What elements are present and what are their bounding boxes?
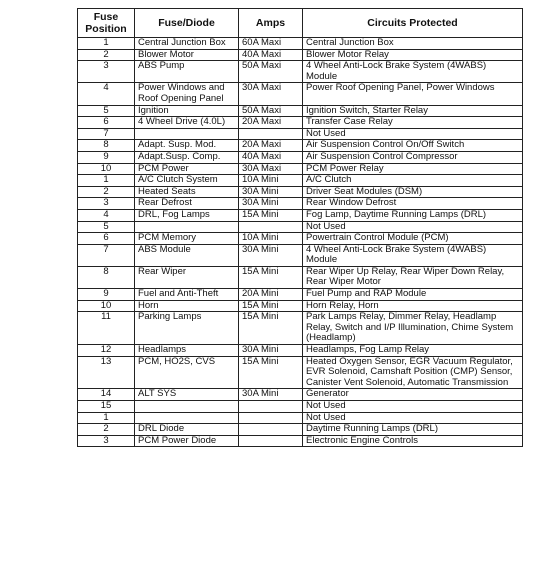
amps-cell: 30A Mini	[239, 198, 303, 210]
circuits-protected-cell: Daytime Running Lamps (DRL)	[303, 424, 523, 436]
fuse-diode-cell: 4 Wheel Drive (4.0L)	[135, 117, 239, 129]
fuse-diode-cell: DRL Diode	[135, 424, 239, 436]
table-row	[78, 38, 523, 50]
amps-cell: 30A Maxi	[239, 83, 303, 105]
fuse-diode-cell: Fuel and Anti-Theft	[135, 289, 239, 301]
table-row	[78, 412, 523, 424]
table-row	[78, 345, 523, 357]
fuse-diode-cell: Horn	[135, 300, 239, 312]
amps-cell: 30A Mini	[239, 244, 303, 266]
fuse-diode-cell	[135, 401, 239, 413]
amps-cell: 50A Maxi	[239, 105, 303, 117]
table-row	[78, 244, 523, 266]
circuits-protected-cell: Not Used	[303, 401, 523, 413]
table-row	[78, 389, 523, 401]
fuse-position-cell: 2	[78, 186, 135, 198]
circuits-protected-cell: Not Used	[303, 412, 523, 424]
circuits-protected-cell: Headlamps, Fog Lamp Relay	[303, 345, 523, 357]
fuse-position-cell: 8	[78, 266, 135, 288]
circuits-protected-cell: Powertrain Control Module (PCM)	[303, 233, 523, 245]
fuse-position-cell: 1	[78, 38, 135, 50]
fuse-diode-cell: Adapt. Susp. Mod.	[135, 140, 239, 152]
circuits-protected-cell: Generator	[303, 389, 523, 401]
table-row	[78, 209, 523, 221]
circuits-protected-cell: Rear Window Defrost	[303, 198, 523, 210]
fuse-position-cell: 2	[78, 424, 135, 436]
circuits-protected-cell: Air Suspension Control Compressor	[303, 151, 523, 163]
fuse-diode-cell: Blower Motor	[135, 49, 239, 61]
fuse-table-body	[78, 38, 523, 447]
fuse-position-cell: 10	[78, 163, 135, 175]
amps-cell: 30A Mini	[239, 186, 303, 198]
header-row	[78, 9, 523, 38]
table-row	[78, 289, 523, 301]
circuits-protected-cell: Park Lamps Relay, Dimmer Relay, Headlamp Relay, Switch and I/P Illumination, Chime System (Headlamp)	[303, 312, 523, 345]
header-fuse-position: Fuse Position	[78, 9, 135, 38]
table-row	[78, 83, 523, 105]
fuse-position-cell: 15	[78, 401, 135, 413]
fuse-diode-cell: DRL, Fog Lamps	[135, 209, 239, 221]
fuse-position-cell: 5	[78, 221, 135, 233]
fuse-diode-cell	[135, 412, 239, 424]
amps-cell: 40A Maxi	[239, 151, 303, 163]
fuse-position-cell: 6	[78, 117, 135, 129]
table-row	[78, 105, 523, 117]
circuits-protected-cell: Blower Motor Relay	[303, 49, 523, 61]
fuse-position-cell: 1	[78, 175, 135, 187]
fuse-diode-cell: Heated Seats	[135, 186, 239, 198]
fuse-diode-cell: Power Windows and Roof Opening Panel	[135, 83, 239, 105]
fuse-position-cell: 7	[78, 244, 135, 266]
circuits-protected-cell: Heated Oxygen Sensor, EGR Vacuum Regulator, EVR Solenoid, Camshaft Position (CMP) Sensor, Canister Vent Solenoid, Automatic Transmission	[303, 356, 523, 389]
amps-cell	[239, 221, 303, 233]
amps-cell	[239, 412, 303, 424]
amps-cell: 15A Mini	[239, 209, 303, 221]
fuse-position-cell: 2	[78, 49, 135, 61]
circuits-protected-cell: Not Used	[303, 128, 523, 140]
circuits-protected-cell: PCM Power Relay	[303, 163, 523, 175]
circuits-protected-cell: A/C Clutch	[303, 175, 523, 187]
fuse-position-cell: 4	[78, 209, 135, 221]
circuits-protected-cell: Transfer Case Relay	[303, 117, 523, 129]
fuse-position-cell: 5	[78, 105, 135, 117]
fuse-diode-cell: Headlamps	[135, 345, 239, 357]
fuse-diode-cell: Central Junction Box	[135, 38, 239, 50]
circuits-protected-cell: Electronic Engine Controls	[303, 435, 523, 447]
header-fuse-diode: Fuse/Diode	[135, 9, 239, 38]
table-row	[78, 356, 523, 389]
table-row	[78, 49, 523, 61]
fuse-diode-cell: Ignition	[135, 105, 239, 117]
fuse-diode-cell: PCM Power	[135, 163, 239, 175]
table-row	[78, 424, 523, 436]
amps-cell: 20A Maxi	[239, 140, 303, 152]
circuits-protected-cell: 4 Wheel Anti-Lock Brake System (4WABS) Module	[303, 244, 523, 266]
amps-cell: 15A Mini	[239, 312, 303, 345]
fuse-position-cell: 6	[78, 233, 135, 245]
amps-cell: 40A Maxi	[239, 49, 303, 61]
circuits-protected-cell: Power Roof Opening Panel, Power Windows	[303, 83, 523, 105]
table-row	[78, 163, 523, 175]
fuse-position-cell: 10	[78, 300, 135, 312]
fuse-position-cell: 11	[78, 312, 135, 345]
table-row	[78, 266, 523, 288]
amps-cell	[239, 128, 303, 140]
amps-cell: 50A Maxi	[239, 61, 303, 83]
amps-cell: 30A Maxi	[239, 163, 303, 175]
fuse-diode-cell	[135, 128, 239, 140]
amps-cell: 15A Mini	[239, 266, 303, 288]
fuse-position-cell: 14	[78, 389, 135, 401]
table-row	[78, 175, 523, 187]
table-row	[78, 61, 523, 83]
circuits-protected-cell: Driver Seat Modules (DSM)	[303, 186, 523, 198]
amps-cell: 30A Mini	[239, 389, 303, 401]
amps-cell	[239, 424, 303, 436]
circuits-protected-cell: Rear Wiper Up Relay, Rear Wiper Down Relay, Rear Wiper Motor	[303, 266, 523, 288]
fuse-table	[77, 8, 523, 447]
fuse-diode-cell: Rear Defrost	[135, 198, 239, 210]
fuse-diode-cell: A/C Clutch System	[135, 175, 239, 187]
fuse-position-cell: 13	[78, 356, 135, 389]
header-circuits-protected: Circuits Protected	[303, 9, 523, 38]
table-row	[78, 300, 523, 312]
fuse-diode-cell: PCM Memory	[135, 233, 239, 245]
fuse-position-cell: 9	[78, 151, 135, 163]
amps-cell: 20A Maxi	[239, 117, 303, 129]
fuse-position-cell: 3	[78, 435, 135, 447]
amps-cell: 15A Mini	[239, 300, 303, 312]
fuse-diode-cell: Adapt.Susp. Comp.	[135, 151, 239, 163]
table-row	[78, 221, 523, 233]
table-row	[78, 233, 523, 245]
table-row	[78, 140, 523, 152]
table-row	[78, 435, 523, 447]
fuse-diode-cell: PCM, HO2S, CVS	[135, 356, 239, 389]
table-row	[78, 186, 523, 198]
circuits-protected-cell: Fuel Pump and RAP Module	[303, 289, 523, 301]
amps-cell: 30A Mini	[239, 345, 303, 357]
table-row	[78, 198, 523, 210]
fuse-diode-cell	[135, 221, 239, 233]
fuse-diode-cell: PCM Power Diode	[135, 435, 239, 447]
header-amps: Amps	[239, 9, 303, 38]
fuse-position-cell: 9	[78, 289, 135, 301]
fuse-table-container	[77, 8, 522, 447]
fuse-diode-cell: ABS Module	[135, 244, 239, 266]
table-row	[78, 312, 523, 345]
fuse-position-cell: 1	[78, 412, 135, 424]
circuits-protected-cell: Not Used	[303, 221, 523, 233]
fuse-diode-cell: ABS Pump	[135, 61, 239, 83]
table-row	[78, 117, 523, 129]
table-row	[78, 401, 523, 413]
fuse-position-cell: 4	[78, 83, 135, 105]
amps-cell	[239, 435, 303, 447]
fuse-diode-cell: Parking Lamps	[135, 312, 239, 345]
fuse-position-cell: 12	[78, 345, 135, 357]
amps-cell	[239, 401, 303, 413]
circuits-protected-cell: Fog Lamp, Daytime Running Lamps (DRL)	[303, 209, 523, 221]
table-row	[78, 128, 523, 140]
fuse-position-cell: 8	[78, 140, 135, 152]
circuits-protected-cell: Air Suspension Control On/Off Switch	[303, 140, 523, 152]
circuits-protected-cell: 4 Wheel Anti-Lock Brake System (4WABS) Module	[303, 61, 523, 83]
amps-cell: 10A Mini	[239, 233, 303, 245]
table-row	[78, 151, 523, 163]
circuits-protected-cell: Horn Relay, Horn	[303, 300, 523, 312]
fuse-position-cell: 7	[78, 128, 135, 140]
amps-cell: 20A Mini	[239, 289, 303, 301]
amps-cell: 15A Mini	[239, 356, 303, 389]
amps-cell: 10A Mini	[239, 175, 303, 187]
circuits-protected-cell: Central Junction Box	[303, 38, 523, 50]
fuse-diode-cell: Rear Wiper	[135, 266, 239, 288]
fuse-position-cell: 3	[78, 198, 135, 210]
fuse-position-cell: 3	[78, 61, 135, 83]
circuits-protected-cell: Ignition Switch, Starter Relay	[303, 105, 523, 117]
fuse-diode-cell: ALT SYS	[135, 389, 239, 401]
amps-cell: 60A Maxi	[239, 38, 303, 50]
